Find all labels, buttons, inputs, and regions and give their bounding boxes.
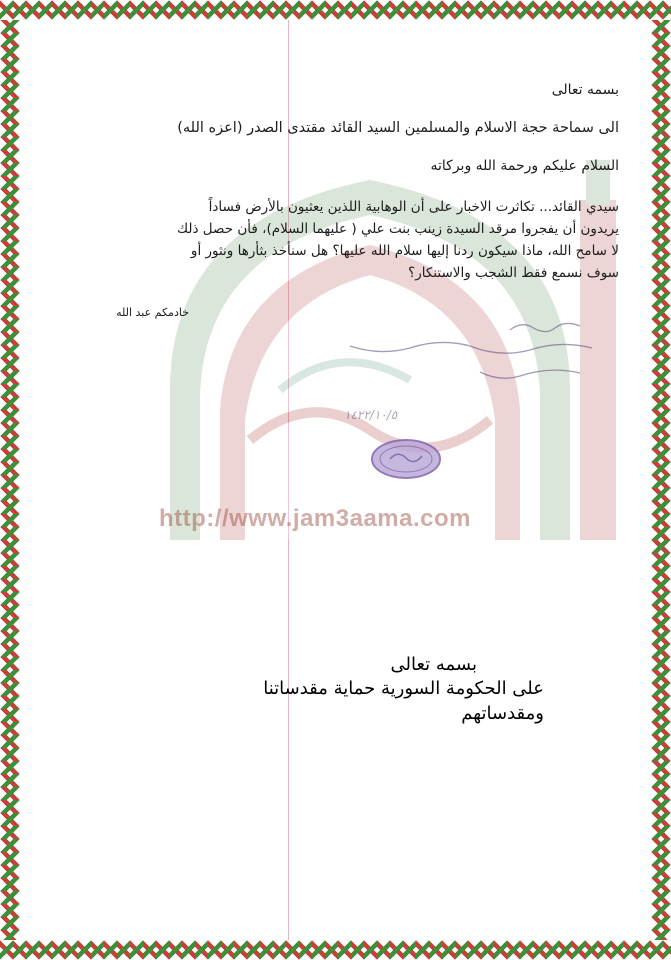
- letter-body-line: لا سامح الله، ماذا سيكون ردنا إليها سلام الله عليها؟ هل سنأخذ بثأرها ونثور أو: [190, 243, 619, 259]
- letter-body: [59, 196, 619, 284]
- decorative-border-left: [0, 20, 20, 940]
- official-seal-stamp: [370, 438, 442, 480]
- letter-salutation: بسمه تعالى: [551, 82, 619, 98]
- letter-greeting: السلام عليكم ورحمة الله وبركاته: [430, 158, 619, 174]
- letter-body-line: يريدون أن يفجروا مرقد السيدة زينب بنت علي ( عليهما السلام)، فأن حصل ذلك: [177, 221, 619, 237]
- reply-salutation: بسمه تعالى: [390, 654, 477, 675]
- letter-addressee: الى سماحة حجة الاسلام والمسلمين السيد القائد مقتدى الصدر (اعزه الله): [177, 120, 619, 136]
- letter-signature: خادمكم عبد الله: [116, 306, 189, 319]
- handwritten-date: ١٤٢٢/١٠/٥: [344, 408, 398, 422]
- reply-text-line: على الحكومة السورية حماية مقدساتنا: [263, 678, 544, 699]
- decorative-border-right: [651, 20, 671, 940]
- decorative-border-bottom: [0, 940, 671, 960]
- watermark-url: http://www.jam3aama.com: [158, 505, 471, 532]
- letter-body-line: سوف نسمع فقط الشجب والاستنكار؟: [408, 265, 619, 281]
- handwritten-reply-scribble: [330, 318, 600, 398]
- reply-text-line: ومقدساتهم: [461, 703, 544, 724]
- letter-body-line: سيدي القائد... تكاثرت الاخبار على أن الوهابية اللذين يعثيون بالأرض فساداً: [208, 199, 619, 215]
- decorative-border-top: [0, 0, 671, 20]
